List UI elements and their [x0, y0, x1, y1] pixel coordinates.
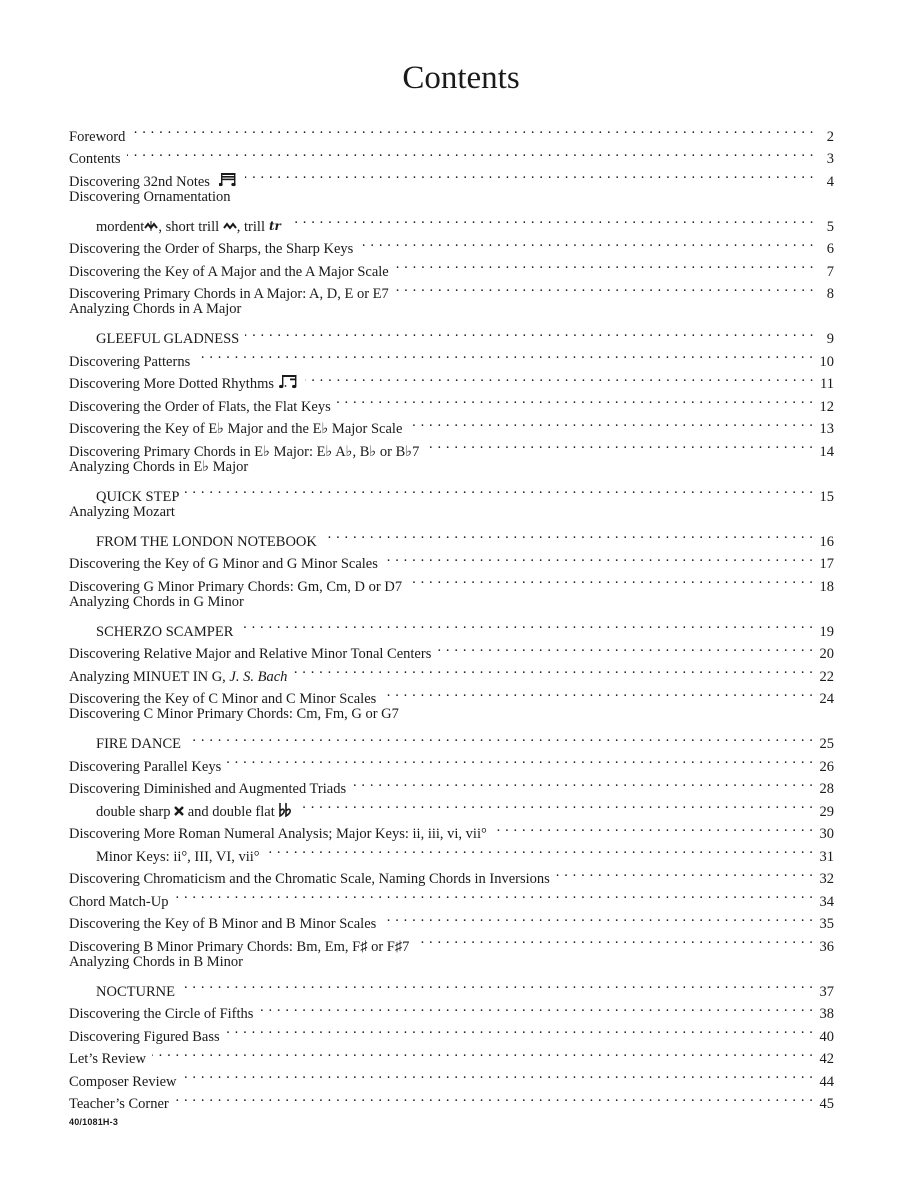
- toc-page-number: 11: [820, 376, 834, 392]
- short-trill-icon: [223, 220, 237, 232]
- toc-page-number: 26: [819, 758, 834, 775]
- double-sharp-icon: [174, 806, 184, 816]
- trill-icon: [269, 219, 285, 232]
- dot-leader: [382, 681, 813, 704]
- toc-entry-b-minor-scales[interactable]: [69, 906, 834, 932]
- dot-leader: [185, 478, 813, 501]
- footer-code: 40/1081H-3: [69, 1117, 119, 1127]
- dot-leader: [298, 793, 813, 816]
- toc-page-number: 25: [819, 736, 834, 752]
- dot-leader: [266, 838, 814, 861]
- toc-label: Discovering the Key of E♭ Major and the E♭ Major Scale: [69, 421, 403, 437]
- dot-leader: [415, 928, 813, 951]
- trill-label: , trill: [236, 218, 265, 235]
- dot-leader: [382, 906, 813, 929]
- toc-label: FIRE DANCE: [96, 736, 181, 752]
- toc-entry-analyzing-eflat-major[interactable]: [69, 456, 834, 479]
- toc-page-number: 32: [819, 871, 834, 887]
- dot-leader: [131, 118, 814, 141]
- toc-label: mordent: [96, 218, 145, 235]
- svg-text:tr: tr: [268, 218, 281, 232]
- toc-page-number: 35: [819, 916, 834, 932]
- toc-entry-fire-dance[interactable]: [69, 726, 834, 752]
- toc-label: Composer Review: [69, 1073, 177, 1090]
- dot-leader: [395, 253, 814, 276]
- toc-label: Discovering Diminished and Augmented Triads: [69, 781, 347, 797]
- toc-entry-32nd-notes[interactable]: [69, 163, 834, 190]
- toc-entry-nocturne[interactable]: [69, 973, 834, 1000]
- toc-entry-chord-match-up[interactable]: [69, 883, 834, 910]
- toc-page-number: 24: [819, 691, 834, 707]
- toc-label: Discovering the Key of C Minor and C Minor Scales: [69, 691, 377, 707]
- dot-leader: [181, 973, 814, 996]
- toc-page-number: 30: [819, 826, 834, 842]
- toc-entry-teachers-corner[interactable]: [69, 1086, 834, 1112]
- dot-leader: [183, 1063, 814, 1086]
- toc-page-number: 28: [819, 781, 834, 797]
- toc-label: Discovering C Minor Primary Chords: Cm, Fm, G or G7: [69, 706, 399, 722]
- double-flat-label: and double flat: [187, 803, 275, 820]
- toc-entry-analyzing-g-minor[interactable]: [69, 591, 834, 614]
- toc-page-number: 19: [819, 623, 834, 640]
- toc-page-number: 3: [826, 151, 834, 167]
- dot-leader: [245, 321, 814, 344]
- toc-page-number: 36: [819, 938, 834, 955]
- toc-label: Let’s Review: [69, 1051, 146, 1067]
- dot-leader: [291, 208, 814, 231]
- toc-page-number: 6: [826, 241, 834, 257]
- dot-leader: [245, 163, 814, 186]
- toc-label: Discovering Figured Bass: [69, 1028, 220, 1045]
- toc-label: Discovering Parallel Keys: [69, 758, 222, 775]
- page-title: Contents: [402, 60, 520, 96]
- dot-leader: [227, 748, 813, 771]
- toc-label: Analyzing MINUET IN G,: [69, 668, 226, 685]
- toc-entry-london-notebook[interactable]: [69, 523, 834, 550]
- composer-name: J. S. Bach: [229, 668, 288, 685]
- toc-label: FROM THE LONDON NOTEBOOK: [96, 533, 317, 550]
- toc-label: SCHERZO SCAMPER: [96, 623, 234, 640]
- toc-label: NOCTURNE: [96, 983, 175, 1000]
- toc-page-number: 10: [819, 353, 834, 370]
- toc-entry-ornamentation[interactable]: [69, 186, 834, 209]
- toc-entry-composer-review[interactable]: [69, 1063, 834, 1090]
- dot-leader: [293, 658, 813, 681]
- toc-page-number: 8: [826, 286, 834, 302]
- toc-entry-analyzing-mozart[interactable]: [69, 501, 834, 524]
- toc-label: Discovering 32nd Notes: [69, 173, 210, 190]
- toc-page-number: 31: [819, 848, 834, 865]
- toc-entry-mordent[interactable]: [69, 208, 834, 235]
- toc-label: Teacher’s Corner: [69, 1096, 169, 1112]
- toc-label: Discovering the Key of B Minor and B Minor Scales: [69, 916, 377, 932]
- dot-leader: [175, 1086, 814, 1109]
- toc-page-number: 44: [819, 1073, 834, 1090]
- toc-entry-circle-of-fifths[interactable]: [69, 996, 834, 1022]
- toc-label: Discovering More Roman Numeral Analysis; Major Keys: ii, iii, vi, vii°: [69, 826, 487, 842]
- toc-label: Discovering the Key of A Major and the A Major Scale: [69, 263, 389, 280]
- toc-entry-quick-step[interactable]: [69, 478, 834, 505]
- dot-leader: [337, 388, 814, 411]
- toc-page-number: 34: [819, 893, 834, 910]
- toc-label: Discovering the Order of Sharps, the Sharp Keys: [69, 241, 354, 257]
- toc-page-number: 4: [826, 173, 834, 190]
- dot-leader: [493, 816, 814, 839]
- toc-entry-contents[interactable]: [69, 141, 834, 167]
- toc-label: Discovering the Order of Flats, the Flat Keys: [69, 398, 331, 415]
- toc-label: Discovering Ornamentation: [69, 188, 231, 205]
- toc-label: Discovering Patterns: [69, 353, 191, 370]
- toc-entry-c-minor-chords[interactable]: [69, 703, 834, 726]
- toc-entry-gleeful-gladness[interactable]: [69, 321, 834, 347]
- dot-leader: [323, 523, 814, 546]
- dot-leader: [196, 343, 813, 366]
- toc-page-number: 37: [819, 983, 834, 1000]
- double-flat-icon: [278, 803, 292, 817]
- dot-leader: [437, 636, 813, 659]
- dot-leader: [239, 613, 813, 636]
- dot-leader: [408, 568, 813, 591]
- toc-label: Analyzing Chords in A Major: [69, 301, 242, 317]
- toc-page-number: 42: [819, 1051, 834, 1067]
- dot-leader: [408, 411, 813, 434]
- toc-label: Discovering More Dotted Rhythms: [69, 376, 274, 392]
- toc-page-number: 13: [819, 421, 834, 437]
- toc-label: Discovering G Minor Primary Chords: Gm, Cm, D or D7: [69, 578, 403, 595]
- toc-label: Discovering Primary Chords in A Major: A, D, E or E7: [69, 286, 389, 302]
- toc-entry-lets-review[interactable]: [69, 1041, 834, 1067]
- toc-entry-analyzing-a-major[interactable]: [69, 298, 834, 321]
- dot-leader: [187, 726, 814, 749]
- table-of-contents: [69, 118, 834, 1112]
- toc-label: QUICK STEP: [96, 488, 180, 505]
- toc-label: Analyzing Chords in B Minor: [69, 953, 243, 970]
- toc-label: Minor Keys: ii°, III, VI, vii°: [96, 848, 260, 865]
- dot-leader: [425, 433, 813, 456]
- toc-page-number: 40: [819, 1028, 834, 1045]
- toc-entry-parallel-keys[interactable]: [69, 748, 834, 775]
- toc-label: Discovering Primary Chords in E♭ Major: E♭ A♭, B♭ or B♭7: [69, 443, 420, 460]
- toc-page-number: 29: [819, 803, 834, 820]
- dotted-rhythm-icon: [279, 374, 299, 389]
- toc-label: Discovering Relative Major and Relative Minor Tonal Centers: [69, 646, 432, 662]
- toc-entry-foreword[interactable]: [69, 118, 834, 145]
- dot-leader: [556, 861, 814, 884]
- dot-leader: [152, 1041, 814, 1064]
- toc-label: Chord Match-Up: [69, 893, 169, 910]
- toc-label: Discovering Chromaticism and the Chromatic Scale, Naming Chords in Inversions: [69, 871, 550, 887]
- toc-page-number: 17: [819, 556, 834, 572]
- short-trill-label: , short trill: [158, 218, 220, 235]
- dot-leader: [259, 996, 813, 1019]
- dot-leader: [127, 141, 814, 164]
- toc-label: Analyzing Mozart: [69, 503, 175, 520]
- toc-page-number: 7: [826, 263, 834, 280]
- toc-entry-analyzing-b-minor[interactable]: [69, 951, 834, 974]
- toc-page-number: 45: [819, 1096, 834, 1112]
- toc-label: GLEEFUL GLADNESS: [96, 331, 240, 347]
- toc-label: Contents: [69, 151, 121, 167]
- toc-page-number: 18: [819, 578, 834, 595]
- toc-label: Discovering B Minor Primary Chords: Bm, Em, F♯ or F♯7: [69, 938, 410, 955]
- toc-label: Discovering the Circle of Fifths: [69, 1006, 254, 1022]
- toc-label: Foreword: [69, 128, 126, 145]
- toc-page-number: 2: [826, 128, 834, 145]
- toc-page-number: 15: [819, 488, 834, 505]
- toc-label: double sharp: [96, 803, 171, 820]
- dot-leader: [226, 1018, 814, 1041]
- toc-label: Analyzing Chords in G Minor: [69, 593, 244, 610]
- toc-page-number: 38: [819, 1006, 834, 1022]
- toc-page-number: 12: [819, 398, 834, 415]
- dot-leader: [395, 276, 814, 299]
- mordent-icon: [144, 220, 158, 232]
- toc-page-number: 20: [819, 646, 834, 662]
- dot-leader: [305, 366, 814, 389]
- toc-page-number: 22: [819, 668, 834, 685]
- dot-leader: [174, 883, 813, 906]
- 32nd-notes-icon: [219, 172, 239, 187]
- toc-page-number: 14: [819, 443, 834, 460]
- dot-leader: [359, 231, 814, 254]
- toc-label: Discovering the Key of G Minor and G Minor Scales: [69, 556, 378, 572]
- toc-page-number: 9: [826, 331, 834, 347]
- toc-entry-scherzo-scamper[interactable]: [69, 613, 834, 640]
- toc-page-number: 16: [819, 533, 834, 550]
- dot-leader: [352, 771, 813, 794]
- toc-page-number: 5: [826, 218, 834, 235]
- dot-leader: [384, 546, 814, 569]
- toc-label: Analyzing Chords in E♭ Major: [69, 458, 249, 475]
